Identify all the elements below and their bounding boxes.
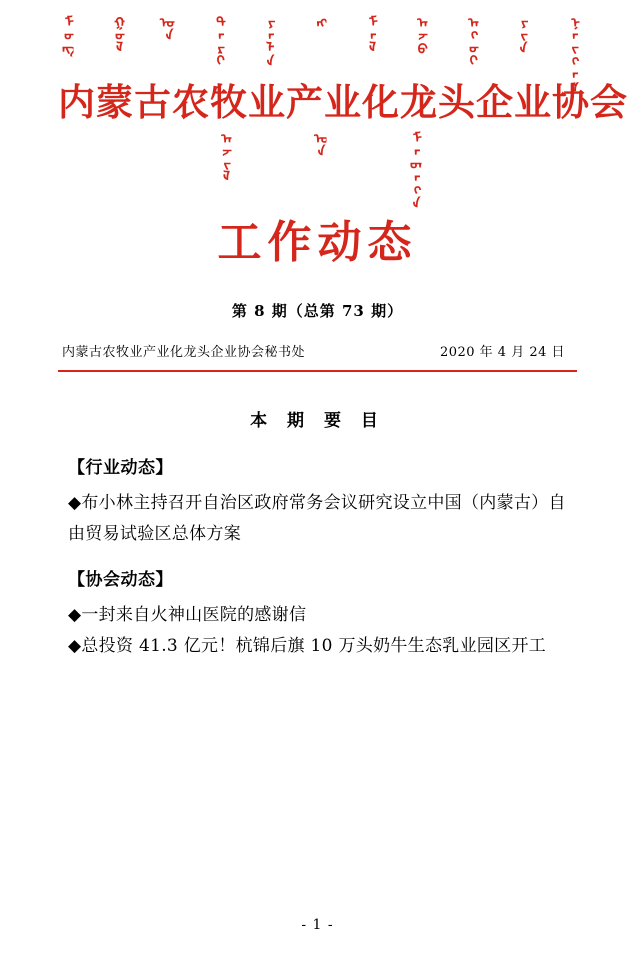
mongolian-glyph: ᠦᠨ — [157, 14, 175, 40]
publication-meta — [58, 341, 577, 360]
toc-entry[interactable]: ◆总投资 41.3 亿元！杭锦后旗 10 万头奶牛生态乳业园区开工 — [68, 636, 547, 657]
toc-section-label: 【行业动态】 — [68, 458, 173, 478]
header-divider — [58, 370, 577, 372]
organization-title: 内蒙古农牧业产业化龙头企业协会 — [58, 80, 628, 124]
publisher-name: 内蒙古农牧业产业化龙头企业协会秘书处 — [62, 345, 306, 360]
mongolian-glyph: ᠶᠢᠨ — [511, 14, 529, 53]
publication-date: 2020 年 4 月 24 日 — [439, 345, 565, 360]
mongolian-glyph: ᠭᠣᠯ — [106, 14, 124, 53]
mongolian-glyph: ᠤᠨ — [308, 130, 327, 156]
mongolian-glyph: ᠨᠡᠢᠭᠡᠮ — [561, 14, 580, 92]
table-of-contents — [58, 453, 577, 663]
bulletin-title: 工作动态 — [217, 217, 418, 268]
mongolian-script-row-bottom — [58, 130, 577, 208]
mongolian-glyph: ᠲᠠᠷᠢ — [207, 14, 225, 66]
issue-number: 第 8 期（总第 73 期） — [231, 302, 404, 320]
toc-entry[interactable]: ◆布小林主持召开自治区政府常务会议研究设立中国（内蒙古）自由贸易试验区总体方案 — [68, 493, 566, 545]
mongolian-script-row-top — [55, 0, 580, 92]
mongolian-glyph: ᠠᠵᠤ — [410, 14, 428, 53]
mongolian-glyph: ᠩ — [308, 14, 327, 27]
toc-section-label: 【协会动态】 — [68, 569, 173, 590]
mongolian-glyph: ᠮᠡᠳᠡᠭᠡ — [403, 130, 422, 208]
mongolian-glyph: ᠮᠠᠯ — [359, 14, 377, 53]
mongolian-glyph: ᠶᠠᠯᠠ — [258, 14, 276, 66]
mongolian-glyph: ᠮᠣᠩ — [55, 14, 74, 53]
contents-heading: 本 期 要 目 — [250, 411, 385, 431]
page-number: - 1 - — [301, 917, 334, 933]
mongolian-glyph: ᠠᠵᠢᠯ — [213, 130, 232, 182]
toc-entry[interactable]: ◆一封来自火神山医院的感谢信 — [68, 604, 307, 625]
mongolian-glyph: ᠠᠬᠤᠢ — [460, 14, 478, 66]
